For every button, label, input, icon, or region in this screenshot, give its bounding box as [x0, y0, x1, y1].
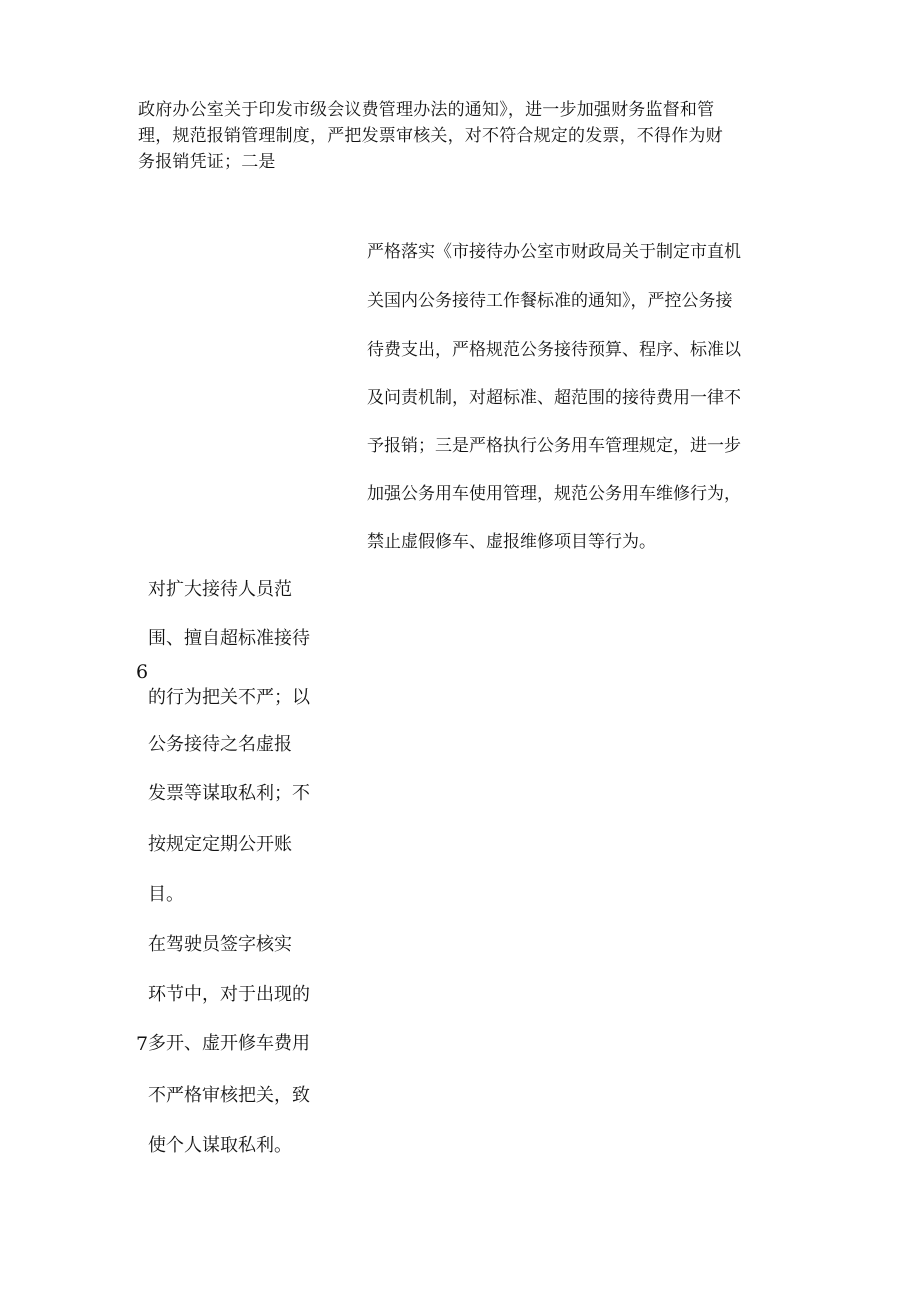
risk-7-line-1: 在驾驶员签字核实: [148, 934, 292, 955]
risk-6-line-7: 目。: [148, 884, 184, 905]
risk-7-line-2: 环节中，对于出现的: [148, 984, 310, 1005]
risk-6-line-3: 的行为把关不严；以: [148, 687, 310, 708]
measure-line-7: 禁止虚假修车、虚报维修项目等行为。: [367, 532, 656, 552]
top-paragraph-line-1: 政府办公室关于印发市级会议费管理办法的通知》，进一步加强财务监督和管: [138, 100, 715, 120]
top-paragraph-line-2: 理，规范报销管理制度，严把发票审核关，对不符合规定的发票，不得作为财: [138, 126, 723, 146]
risk-6-line-5: 发票等谋取私利；不: [148, 783, 310, 804]
measure-line-2: 关国内公务接待工作餐标准的通知》，严控公务接: [367, 291, 733, 311]
risk-7-line-3: 多开、虚开修车费用: [148, 1033, 310, 1054]
risk-7-line-4: 不严格审核把关，致: [148, 1085, 310, 1106]
risk-6-line-1: 对扩大接待人员范: [148, 579, 292, 600]
risk-6-line-6: 按规定定期公开账: [148, 834, 292, 855]
risk-6-line-2: 围、擅自超标准接待: [148, 628, 310, 649]
measure-line-5: 予报销；三是严格执行公务用车管理规定，进一步: [367, 436, 741, 456]
measure-line-3: 待费支出，严格规范公务接待预算、程序、标准以: [367, 340, 741, 360]
risk-6-line-4: 公务接待之名虚报: [148, 734, 292, 755]
measure-line-1: 严格落实《市接待办公室市财政局关于制定市直机: [367, 242, 741, 262]
row-number-7: 7: [136, 1033, 149, 1055]
measure-line-4: 及问责机制，对超标准、超范围的接待费用一律不: [367, 388, 741, 408]
top-paragraph-line-3: 务报销凭证；二是: [138, 152, 276, 172]
risk-7-line-5: 使个人谋取私利。: [148, 1135, 292, 1156]
measure-line-6: 加强公务用车使用管理，规范公务用车维修行为，: [367, 484, 741, 504]
row-number-6: 6: [136, 661, 149, 683]
